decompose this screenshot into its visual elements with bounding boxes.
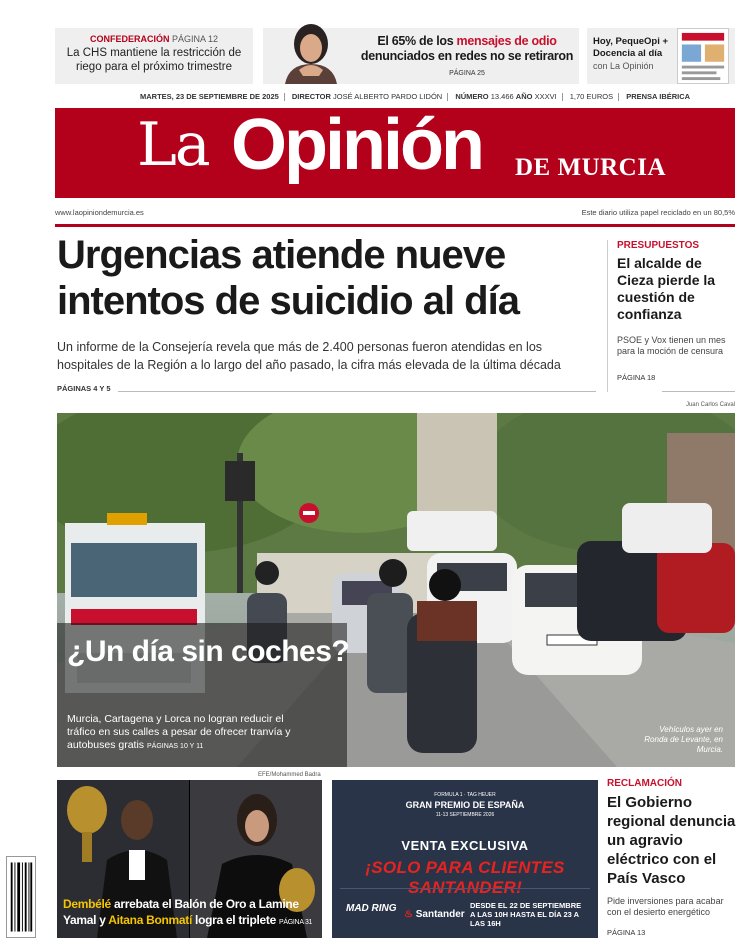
recycled-paper-note: Este diario utiliza papel reciclado en un 80,5% <box>581 208 735 217</box>
main-headline[interactable]: Urgencias atiende nueve intentos de suicidio al día <box>57 233 519 323</box>
teaser-hate-messages[interactable] <box>263 28 579 84</box>
ballon-dor-story[interactable] <box>57 780 322 938</box>
santander-advertisement[interactable] <box>332 780 598 938</box>
photo-credit: EFE/Mohammed Badra <box>258 772 321 778</box>
masthead-logo[interactable] <box>55 105 735 198</box>
side-subtitle: Pide inversiones para acabar con el desierto energético <box>607 896 724 917</box>
main-standfirst: Un informe de la Consejería revela que más de 2.400 personas fueron atendidas en los hospitales de la Región a lo largo del año pasado, la cifra más elevada de la última década <box>57 340 561 372</box>
ad-headline: VENTA EXCLUSIVA <box>401 838 529 853</box>
supplement-cover-image <box>677 28 729 84</box>
logo-la: La <box>137 110 209 180</box>
ad-event: FORMULA 1 · TAG HEUER GRAN PREMIO DE ESPAÑA 11-13 SEPTIEMBRE 2026 <box>405 792 525 818</box>
teaser-confederacion[interactable] <box>55 28 253 84</box>
ad-exclusive: ¡SOLO PARA CLIENTES SANTANDER! <box>365 858 565 897</box>
teaser-headline: El 65% de los mensajes de odio denunciados en redes no se retiraron <box>360 34 574 63</box>
teaser-pequeopi-text: Hoy, PequeOpi + Docencia al día con La Opinión <box>593 36 669 71</box>
divider <box>55 224 735 227</box>
side-subtitle: PSOE y Vox tienen un mes para la moción de censura <box>617 335 726 356</box>
photo-credit: Juan Carlos Caval <box>685 402 735 408</box>
teaser-text: La CHS mantiene la restricción de riego para el próximo trimestre <box>66 47 242 73</box>
main-pages: PÁGINAS 4 Y 5 <box>57 384 111 393</box>
photo-text: Murcia, Cartagena y Lorca no logran reducir el tráfico en sus calles a pesar de ofrecer tranvía y autobuses gratis PÁGINAS 10 Y 11 <box>67 713 291 751</box>
side-page: PÁGINA 13 <box>607 928 646 937</box>
website-url[interactable]: www.laopiniondemurcia.es <box>55 208 144 217</box>
flame-icon: ♨ <box>404 909 413 920</box>
photo-caption: Vehículos ayer en Ronda de Levante, en Murcia. <box>644 725 723 754</box>
ballon-dor-headline: Dembélé arrebata el Balón de Oro a Lamine Yamal y Aitana Bonmatí logra el triplete PÁGINA 31 <box>63 897 313 927</box>
side-headline: El Gobierno regional denuncia un agravio eléctrico con el País Vasco <box>607 794 736 887</box>
column-divider <box>607 240 608 392</box>
teaser-kicker: CONFEDERACIÓN PÁGINA 12 <box>89 34 219 44</box>
ad-footer <box>340 888 590 930</box>
ad-dates: DESDE EL 22 DE SEPTIEMBRE A LAS 10H HASTA EL DÍA 23 A LAS 16H <box>470 901 582 928</box>
traffic-photo[interactable] <box>57 413 735 767</box>
logo-de-murcia: DE MURCIA <box>515 154 667 181</box>
top-teasers <box>55 28 735 84</box>
dateline: MARTES, 23 DE SEPTIEMBRE DE 2025 DIRECTOR JOSÉ ALBERTO PARDO LIDÓN NÚMERO 13.466 AÑO XXXVI 1,70 EUROS PRENSA IBÉRICA <box>140 92 691 101</box>
side-kicker: PRESUPUESTOS <box>617 240 700 251</box>
barcode-icon <box>6 856 36 938</box>
portrait-photo <box>275 14 347 84</box>
side-headline: El alcalde de Cieza pierde la cuestión de confianza <box>617 255 716 322</box>
divider <box>662 391 735 392</box>
side-kicker: RECLAMACIÓN <box>607 778 682 789</box>
side-story-electricity[interactable] <box>607 778 737 937</box>
divider <box>118 391 596 392</box>
photo-headline[interactable]: ¿Un día sin coches? <box>67 635 350 668</box>
side-page: PÁGINA 18 <box>617 373 656 382</box>
teaser-page: PÁGINA 25 <box>449 70 485 77</box>
web-row <box>55 208 735 217</box>
side-story-cieza[interactable] <box>617 240 737 382</box>
logo-opinion: Opinión <box>231 105 482 185</box>
teaser-pequeopi[interactable] <box>587 28 735 84</box>
santander-logo: ♨ Santander <box>404 909 465 920</box>
madring-logo: MAD RING <box>346 903 397 914</box>
